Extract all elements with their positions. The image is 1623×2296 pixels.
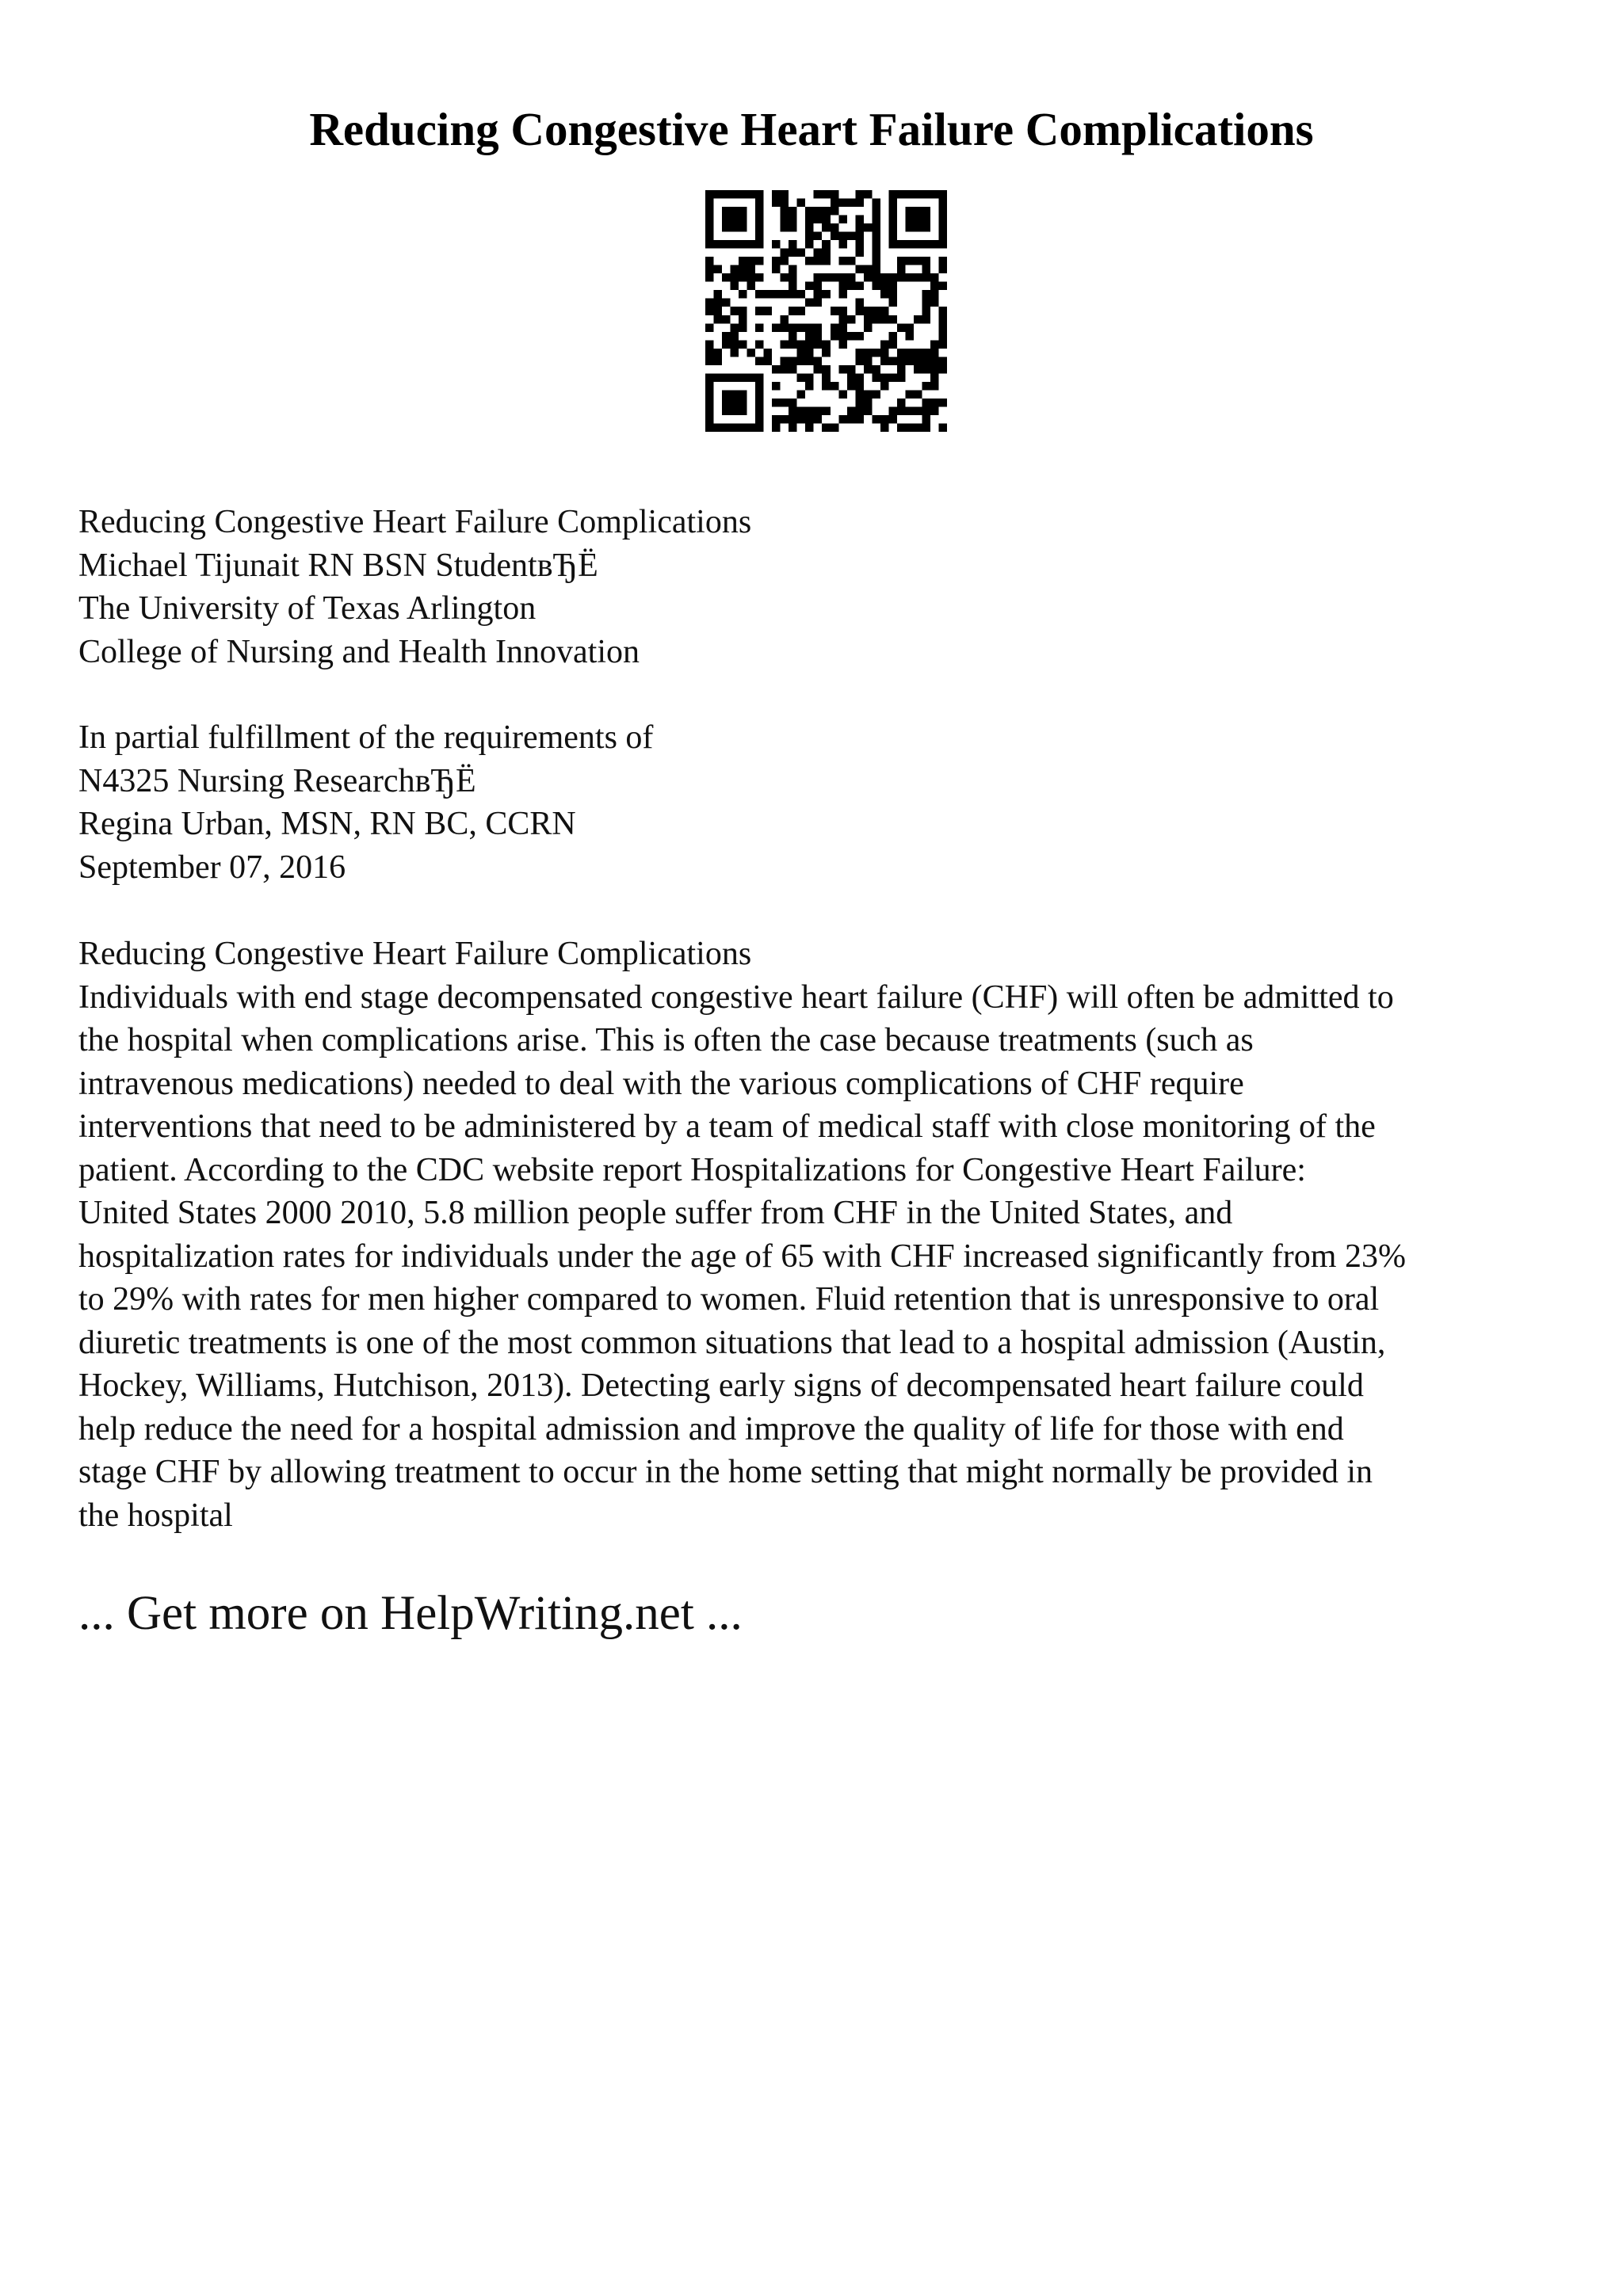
essay-body [78,933,1568,1537]
author-info-block [78,501,1568,673]
qr-code-icon [705,190,947,432]
essay-line: stage CHF by allowing treatment to occur in the home setting that might normally be provided in [78,1454,1373,1490]
essay-line: the hospital [78,1497,233,1534]
essay-line: patient. According to the CDC website report Hospitalizations for Congestive Heart Failure: [78,1151,1306,1188]
paper-title-line: Reducing Congestive Heart Failure Complications [78,504,752,540]
course-info-block [78,716,1568,889]
university-line: The University of Texas Arlington [78,590,537,627]
course-line: N4325 Nursing ResearchвЂЁ [78,762,476,799]
college-line: College of Nursing and Health Innovation [78,633,640,670]
essay-line: hospitalization rates for individuals under the age of 65 with CHF increased significantly from 23% [78,1238,1406,1275]
get-more-link[interactable]: ... Get more on HelpWriting.net ... [78,1587,743,1640]
essay-line: the hospital when complications arise. This is often the case because treatments (such as [78,1022,1254,1058]
essay-line: Individuals with end stage decompensated congestive heart failure (CHF) will often be admitted to [78,978,1394,1016]
essay-heading: Reducing Congestive Heart Failure Complications [78,936,752,972]
essay-line: diuretic treatments is one of the most common situations that lead to a hospital admission (Austin, [78,1324,1386,1361]
document-title: Reducing Congestive Heart Failure Complications [309,103,1314,155]
essay-line: interventions that need to be administered by a team of medical staff with close monitoring of the [78,1108,1376,1145]
instructor-line: Regina Urban, MSN, RN BC, CCRN [78,806,576,842]
fulfillment-line: In partial fulfillment of the requirements of [78,719,654,756]
essay-line: help reduce the need for a hospital admission and improve the quality of life for those with end [78,1410,1344,1447]
essay-line: to 29% with rates for men higher compared to women. Fluid retention that is unresponsive to oral [78,1281,1380,1318]
date-line: September 07, 2016 [78,849,346,886]
essay-line: United States 2000 2010, 5.8 million people suffer from CHF in the United States, and [78,1195,1233,1231]
essay-line: Hockey, Williams, Hutchison, 2013). Detecting early signs of decompensated heart failure could [78,1367,1364,1404]
author-line: Michael Tijunait RN BSN StudentвЂЁ [78,547,598,584]
essay-line: intravenous medications) needed to deal with the various complications of CHF require [78,1065,1244,1102]
